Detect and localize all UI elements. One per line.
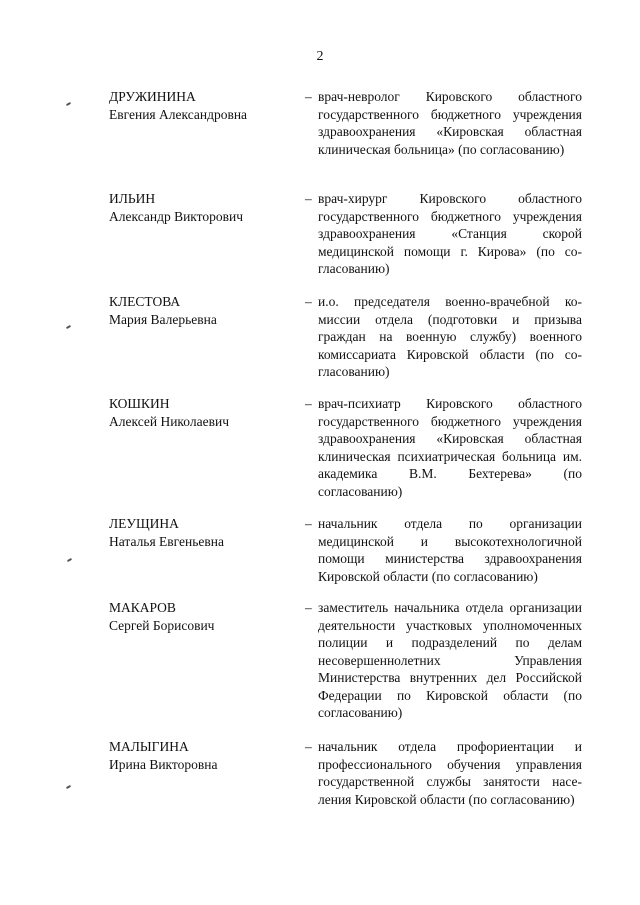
scan-mark bbox=[66, 102, 71, 106]
member-surname: КЛЕСТОВА bbox=[109, 294, 181, 309]
member-surname: ДРУЖИНИНА bbox=[109, 89, 196, 104]
member-surname: ИЛЬИН bbox=[109, 191, 156, 206]
member-given-names: Евгения Александровна bbox=[109, 106, 248, 122]
scan-mark bbox=[66, 325, 71, 329]
page-number: 2 bbox=[316, 49, 324, 64]
member-given-names: Наталья Евгеньевна bbox=[109, 533, 224, 549]
member-role: врач-невролог Кировского областного государственного бюджетного учреждения здравоохранения «Кировская областная клиническая больница» (по согласованию) bbox=[318, 89, 582, 157]
member-surname: МАЛЫГИНА bbox=[109, 739, 189, 754]
member-name bbox=[109, 515, 289, 550]
member-role: и.о. председателя военно-врачебной комиссии отдела (подготовки и призыва граждан на военную службу) военного комиссариата Кировской области (по согласованию) bbox=[318, 294, 582, 379]
entry-dash: – bbox=[305, 600, 312, 615]
member-given-names: Ирина Викторовна bbox=[109, 756, 218, 772]
member-surname: ЛЕУЩИНА bbox=[109, 516, 179, 531]
member-given-names: Александр Викторович bbox=[109, 208, 244, 224]
entry-dash: – bbox=[305, 396, 312, 411]
member-role: врач-хирург Кировского областного государственного бюджетного учреждения здравоохранения «Станция скорой медицинской помощи г. Кирова» (по согласованию) bbox=[318, 191, 582, 276]
member-given-names: Мария Валерьевна bbox=[109, 311, 217, 327]
member-role: врач-психиатр Кировского областного государственного бюджетного учреждения здравоохранения «Кировская областная клиническая психиатрическая больница им. академика В.М. Бехтерева» (по согласованию) bbox=[318, 396, 582, 499]
member-surname: МАКАРОВ bbox=[109, 600, 176, 615]
entry-dash: – bbox=[305, 89, 312, 104]
member-surname: КОШКИН bbox=[109, 396, 170, 411]
entry-dash: – bbox=[305, 739, 312, 754]
member-name bbox=[109, 88, 289, 123]
member-given-names: Алексей Николаевич bbox=[109, 413, 229, 429]
member-name bbox=[109, 293, 289, 328]
member-role: начальник отдела профориентации и профессионального обучения управления государственной службы занятости населения Кировской области (по согласованию) bbox=[318, 739, 582, 807]
entry-dash: – bbox=[305, 294, 312, 309]
member-role: начальник отдела по организации медицинской и высокотехнологичной помощи министерства здравоохранения Кировской области (по согласованию) bbox=[318, 516, 582, 584]
member-given-names: Сергей Борисович bbox=[109, 617, 215, 633]
member-name bbox=[109, 738, 289, 773]
entry-dash: – bbox=[305, 191, 312, 206]
member-name bbox=[109, 395, 289, 430]
member-role: заместитель начальника отдела организации деятельности участковых уполномоченных полиции и подразделений по делам несовершеннолетних Управления Министерства внутренних дел Российской Федерации по Кировской области (по согласованию) bbox=[318, 600, 582, 720]
member-name bbox=[109, 599, 289, 634]
scan-mark bbox=[66, 785, 71, 789]
scan-mark bbox=[67, 558, 72, 562]
member-name bbox=[109, 190, 289, 225]
entry-dash: – bbox=[305, 516, 312, 531]
